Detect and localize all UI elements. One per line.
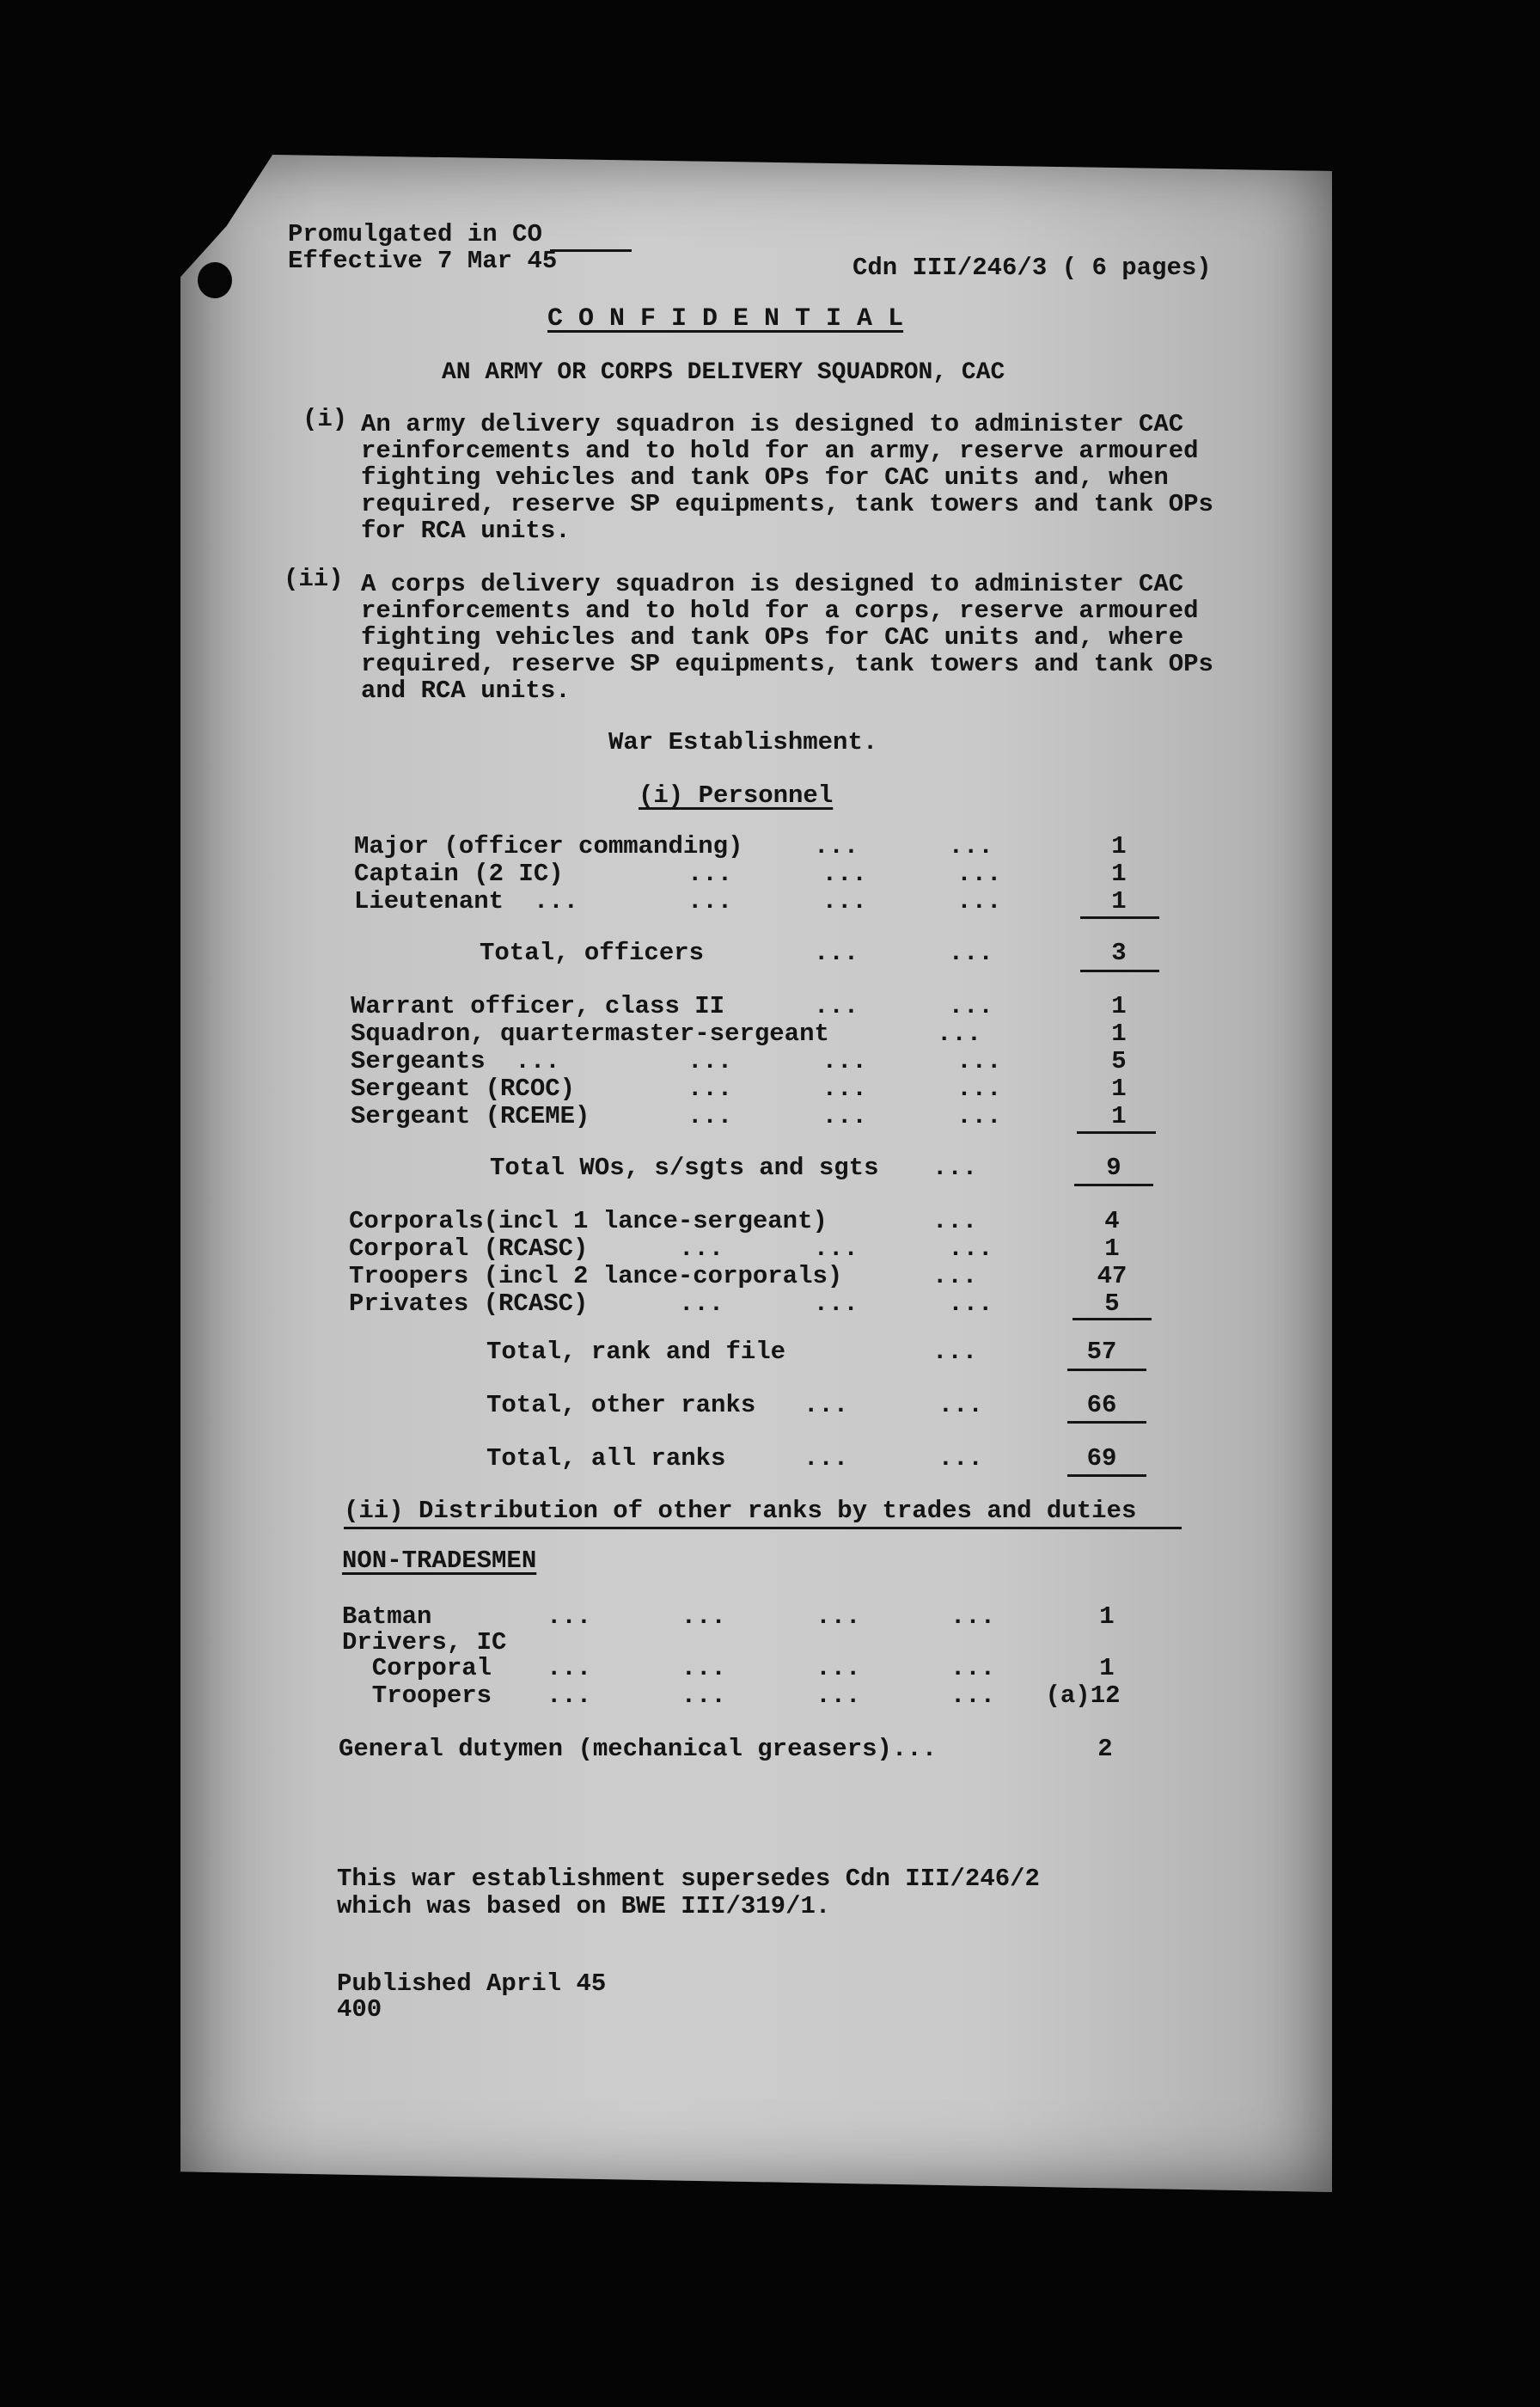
row-value: 4	[1104, 1207, 1120, 1235]
row-dots: ...	[932, 1262, 978, 1290]
total-rule	[1067, 1474, 1146, 1477]
row-dots: ... ... ...	[688, 1102, 1002, 1130]
row-value: 1	[1111, 992, 1127, 1020]
row-dots: ... ... ... ...	[547, 1654, 996, 1682]
row-value: 5	[1111, 1047, 1127, 1075]
row-label: Troopers (incl 2 lance-corporals)	[349, 1262, 843, 1290]
supersedes-line-1: This war establishment supersedes Cdn III/246/2	[337, 1865, 1040, 1893]
row-label: Warrant officer, class II	[351, 992, 725, 1020]
para-1-number: (i)	[302, 405, 348, 433]
row-dots: ...	[932, 1338, 978, 1366]
row-value: 1	[1111, 1102, 1127, 1130]
list-item	[0, 1681, 1540, 1709]
total-value: 66	[1086, 1391, 1117, 1419]
row-dots: ... ... ...	[688, 887, 1002, 916]
total-rule	[1080, 970, 1159, 972]
total-row	[0, 1391, 1540, 1418]
sum-rule	[1080, 916, 1159, 919]
distribution-heading: (ii) Distribution of other ranks by trades and duties	[344, 1497, 1137, 1525]
row-dots: ...	[932, 1207, 978, 1235]
row-value: 1	[1099, 1602, 1115, 1631]
row-dots: ... ... ...	[679, 1234, 993, 1263]
total-label: Total, other ranks	[486, 1391, 756, 1419]
row-label: Sergeant (RCEME)	[351, 1102, 590, 1130]
sum-rule	[1072, 1318, 1152, 1320]
row-value: 1	[1111, 860, 1127, 888]
row-dots: ... ...	[814, 832, 993, 861]
row-label: Lieutenant ...	[354, 887, 579, 916]
table-row	[0, 1262, 1540, 1289]
row-dots: ... ...	[814, 939, 993, 967]
total-value: 3	[1111, 939, 1127, 967]
row-label: Major (officer commanding)	[354, 832, 743, 861]
total-value: 69	[1086, 1444, 1117, 1473]
table-row	[0, 1047, 1540, 1075]
row-value: 1	[1104, 1234, 1120, 1263]
table-row	[0, 1289, 1540, 1317]
row-value: 1	[1111, 1075, 1127, 1103]
table-row	[0, 1075, 1540, 1102]
row-dots: ...	[937, 1020, 982, 1048]
table-row	[0, 1102, 1540, 1130]
row-value: 1	[1099, 1654, 1115, 1682]
sum-rule	[1077, 1131, 1156, 1134]
copies-count: 400	[337, 1995, 382, 2024]
table-row	[0, 860, 1540, 887]
we-title: War Establishment.	[608, 728, 878, 756]
total-label: Total, rank and file	[486, 1338, 786, 1366]
effective-date: Effective 7 Mar 45	[288, 247, 558, 275]
table-row	[0, 887, 1540, 915]
total-row	[0, 1154, 1540, 1181]
supersedes-line-2: which was based on BWE III/319/1.	[337, 1892, 831, 1920]
classification: C O N F I D E N T I A L	[547, 304, 904, 334]
row-label: General dutymen (mechanical greasers)...	[339, 1735, 938, 1763]
row-label: Troopers	[342, 1681, 492, 1710]
row-dots: ... ... ...	[688, 1047, 1002, 1075]
personnel-heading: (i) Personnel	[639, 781, 834, 810]
row-dots: ... ...	[804, 1391, 983, 1419]
total-row	[0, 1338, 1540, 1365]
row-label: Corporal	[342, 1654, 492, 1682]
row-dots: ... ... ...	[679, 1289, 993, 1318]
table-row	[0, 1234, 1540, 1262]
punch-hole	[198, 262, 232, 298]
total-value: 57	[1086, 1338, 1117, 1366]
document-reference: Cdn III/246/3 ( 6 pages)	[852, 254, 1212, 282]
published-date: Published April 45	[337, 1969, 607, 1998]
total-row	[0, 939, 1540, 966]
row-dots: ... ...	[814, 992, 993, 1020]
row-dots: ... ... ...	[688, 1075, 1002, 1103]
total-row	[0, 1444, 1540, 1472]
table-row	[0, 1207, 1540, 1234]
row-label: Captain (2 IC)	[354, 860, 564, 888]
row-dots: ... ... ...	[688, 860, 1002, 888]
promulgated-line: Promulgated in CO	[288, 220, 542, 248]
total-value: 9	[1106, 1154, 1121, 1182]
table-row	[0, 832, 1540, 860]
total-rule	[1067, 1369, 1146, 1371]
total-label: Total WOs, s/sgts and sgts	[490, 1154, 879, 1182]
total-rule	[1074, 1184, 1153, 1186]
row-label: Sergeant (RCOC)	[351, 1075, 576, 1103]
row-value: (a)12	[1045, 1681, 1121, 1710]
list-item	[0, 1628, 1540, 1656]
row-value: 1	[1111, 1020, 1127, 1048]
total-rule	[1067, 1421, 1146, 1424]
row-label: Corporal (RCASC)	[349, 1234, 589, 1263]
row-label: Squadron, quartermaster-sergeant	[351, 1020, 829, 1048]
non-tradesmen-heading: NON-TRADESMEN	[342, 1546, 537, 1575]
list-item	[0, 1735, 1540, 1762]
total-label: Total, all ranks	[486, 1444, 726, 1473]
para-1-text: An army delivery squadron is designed to administer CAC reinforcements and to hold for an army, reserve armoured fighting vehicles and tank OPs for CAC units and, when required, reserve SP equipments, tank towers and tank OPs for RCA units.	[361, 410, 1213, 545]
row-dots: ... ... ... ...	[547, 1602, 996, 1631]
row-label: Batman	[342, 1602, 432, 1631]
list-item	[0, 1602, 1540, 1630]
row-value: 1	[1111, 832, 1127, 861]
row-value: 47	[1097, 1262, 1128, 1290]
row-value: 1	[1111, 887, 1127, 916]
row-label: Drivers, IC	[342, 1628, 507, 1657]
document-title: AN ARMY OR CORPS DELIVERY SQUADRON, CAC	[442, 359, 1005, 386]
row-label: Privates (RCASC)	[349, 1289, 589, 1318]
para-2-number: (ii)	[284, 565, 344, 593]
table-row	[0, 1020, 1540, 1047]
table-row	[0, 992, 1540, 1020]
total-label: Total, officers	[480, 939, 705, 967]
row-dots: ...	[932, 1154, 978, 1182]
row-value: 2	[1097, 1735, 1113, 1763]
promulgated-blank	[550, 249, 632, 252]
distribution-underline	[344, 1527, 1182, 1529]
row-label: Sergeants ...	[351, 1047, 560, 1075]
row-value: 5	[1104, 1289, 1120, 1318]
list-item	[0, 1654, 1540, 1681]
row-label: Corporals(incl 1 lance-sergeant)	[349, 1207, 828, 1235]
row-dots: ... ...	[804, 1444, 983, 1473]
para-2-text: A corps delivery squadron is designed to administer CAC reinforcements and to hold for a corps, reserve armoured fighting vehicles and tank OPs for CAC units and, where required, reserve SP equipments, tank towers and tank OPs and RCA units.	[361, 570, 1213, 705]
row-dots: ... ... ... ...	[547, 1681, 996, 1710]
